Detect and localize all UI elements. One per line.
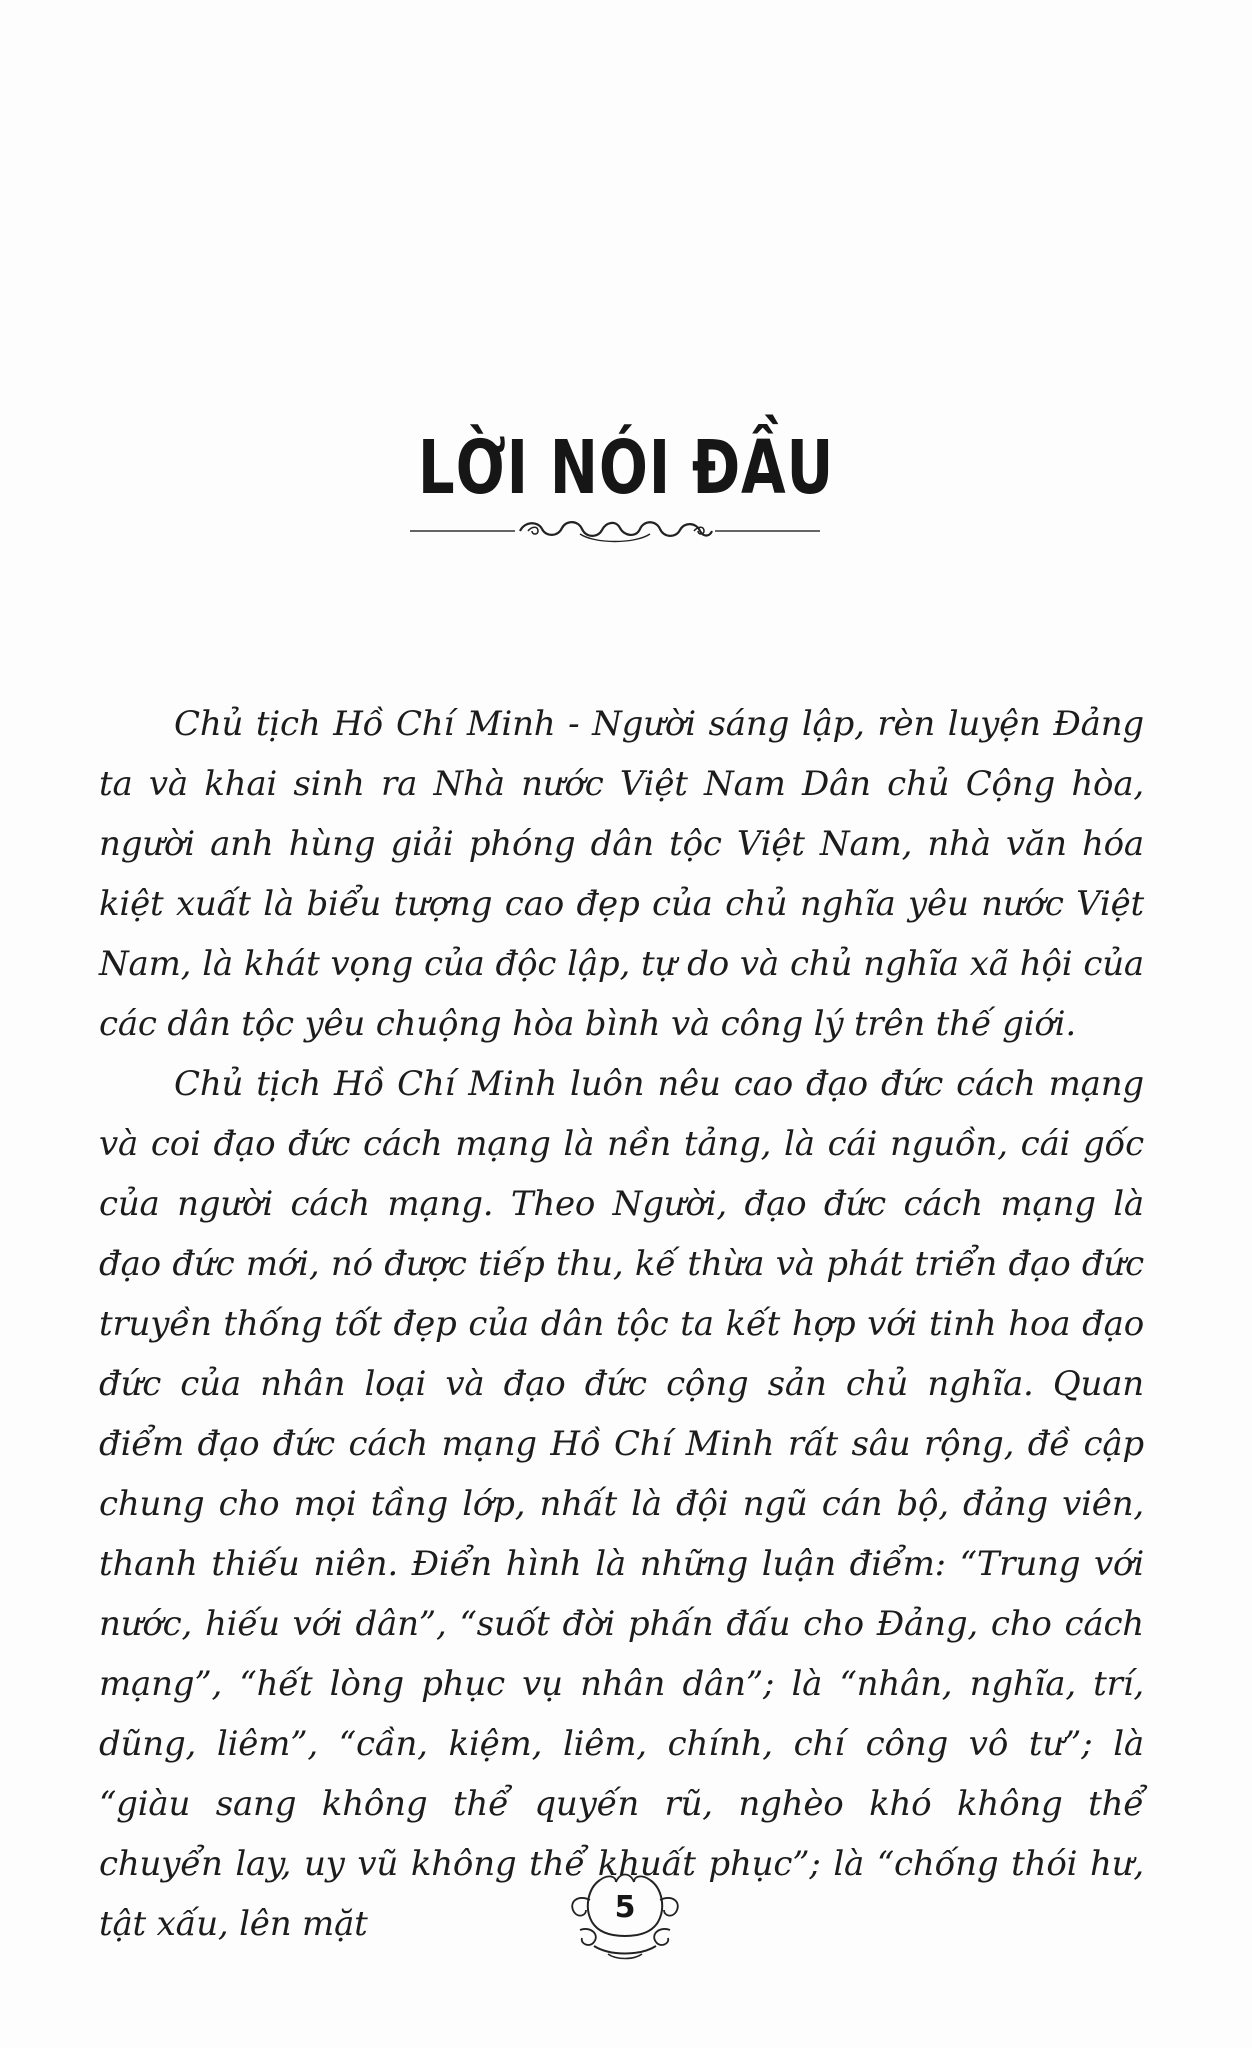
preface-body [99, 694, 1144, 1954]
page-number-ornament [550, 1860, 700, 1970]
page-title: LỜI NÓI ĐẦU [417, 425, 835, 511]
page-number: 5 [614, 1890, 636, 1925]
paragraph-1: Chủ tịch Hồ Chí Minh - Người sáng lập, rèn luyện Đảng ta và khai sinh ra Nhà nước Việt Nam Dân chủ Cộng hòa, người anh hùng giải phóng dân tộc Việt Nam, nhà văn hóa kiệt xuất là biểu tượng cao đẹp của chủ nghĩa yêu nước Việt Nam, là khát vọng của độc lập, tự do và chủ nghĩa xã hội của các dân tộc yêu chuộng hòa bình và công lý trên thế giới. [99, 704, 1144, 1044]
scroll-divider-icon [410, 516, 820, 546]
paragraph-2: Chủ tịch Hồ Chí Minh luôn nêu cao đạo đức cách mạng và coi đạo đức cách mạng là nền tảng, là cái nguồn, cái gốc của người cách mạng. Theo Người, đạo đức cách mạng là đạo đức mới, nó được tiếp thu, kế thừa và phát triển đạo đức truyền thống tốt đẹp của dân tộc ta kết hợp với tinh hoa đạo đức của nhân loại và đạo đức cộng sản chủ nghĩa. Quan điểm đạo đức cách mạng Hồ Chí Minh rất sâu rộng, đề cập chung cho mọi tầng lớp, nhất là đội ngũ cán bộ, đảng viên, thanh thiếu niên. Điển hình là những luận điểm: “Trung với nước, hiếu với dân”, “suốt đời phấn đấu cho Đảng, cho cách mạng”, “hết lòng phục vụ nhân dân”; là “nhân, nghĩa, trí, dũng, liêm”, “cần, kiệm, liêm, chính, chí công vô tư”; là “giàu sang không thể quyến rũ, nghèo khó không thể chuyển lay, uy vũ không thể khuất phục”; là “chống thói hư, tật xấu, lên mặt [99, 1064, 1144, 1944]
